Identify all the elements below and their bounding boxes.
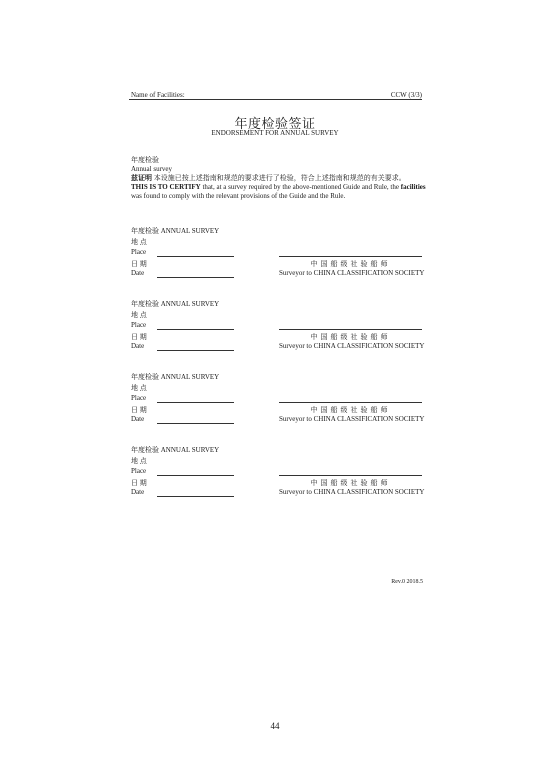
place-field[interactable] [157,256,234,257]
survey-block-1 [131,226,431,286]
date-field[interactable] [157,496,234,497]
date-label-cn: 日 期 [131,333,147,341]
place-label-cn: 地 点 [131,457,147,465]
place-label-en: Place [131,394,147,402]
revision-label: Rev.0 2018.5 [391,579,423,585]
place-label-en: Place [131,321,147,329]
certify-text-en [131,183,431,192]
surveyor-caption: Surveyor to CHINA CLASSIFICATION SOCIETY [279,269,425,277]
form-code: CCW (3/3) [390,91,422,99]
annual-survey-label-en: Annual survey [131,165,173,173]
surveyor-caption: Surveyor to CHINA CLASSIFICATION SOCIETY [279,415,425,423]
place-field[interactable] [157,475,234,476]
date-label-en: Date [131,415,145,423]
place-label-cn: 地 点 [131,384,147,392]
date-field[interactable] [157,423,234,424]
date-label-cn: 日 期 [131,479,147,487]
survey-heading: 年度检验 ANNUAL SURVEY [131,446,220,454]
survey-block-4 [131,445,431,505]
title-english: ENDORSEMENT FOR ANNUAL SURVEY [211,129,339,137]
survey-heading: 年度检验 ANNUAL SURVEY [131,373,220,381]
survey-block-2 [131,299,431,359]
certify-bold-en: THIS IS TO CERTIFY [131,183,201,191]
signature-line[interactable] [279,329,422,330]
certification-statement [131,156,431,201]
facility-name-label: Name of Facilities: [131,91,185,99]
society-name-cn: 中国船级社验船师 [310,479,391,487]
place-label-en: Place [131,248,147,256]
certify-body-en-1: that, at a survey required by the above-mentioned Guide and Rule, the [202,183,399,191]
date-field[interactable] [157,350,234,351]
title-chinese: 年度检验签证 [234,116,316,131]
surveyor-caption: Surveyor to CHINA CLASSIFICATION SOCIETY [279,342,425,350]
date-label-cn: 日 期 [131,406,147,414]
place-label-en: Place [131,467,147,475]
signature-line[interactable] [279,475,422,476]
certify-bold-cn: 兹证明 [131,174,152,182]
survey-block-3 [131,372,431,432]
date-label-en: Date [131,342,145,350]
header-divider [129,99,422,100]
signature-line[interactable] [279,402,422,403]
date-field[interactable] [157,277,234,278]
certify-body-en-2: was found to comply with the relevant provisions of the Guide and the Rule. [131,192,346,200]
certify-body-cn: 本设施已按上述指南和规范的要求进行了检验，符合上述指南和规范的有关要求。 [153,174,406,182]
annual-survey-label-cn: 年度检验 [131,156,159,164]
certify-text-cn [131,174,431,183]
signature-line[interactable] [279,256,422,257]
society-name-cn: 中国船级社验船师 [310,260,391,268]
date-label-en: Date [131,488,145,496]
date-label-en: Date [131,269,145,277]
date-label-cn: 日 期 [131,260,147,268]
facilities-word: facilities [400,183,426,191]
society-name-cn: 中国船级社验船师 [310,333,391,341]
place-label-cn: 地 点 [131,238,147,246]
surveyor-caption: Surveyor to CHINA CLASSIFICATION SOCIETY [279,488,425,496]
place-label-cn: 地 点 [131,311,147,319]
place-field[interactable] [157,329,234,330]
survey-heading: 年度检验 ANNUAL SURVEY [131,300,220,308]
society-name-cn: 中国船级社验船师 [310,406,391,414]
page-number: 44 [270,721,280,731]
survey-heading: 年度检验 ANNUAL SURVEY [131,227,220,235]
place-field[interactable] [157,402,234,403]
